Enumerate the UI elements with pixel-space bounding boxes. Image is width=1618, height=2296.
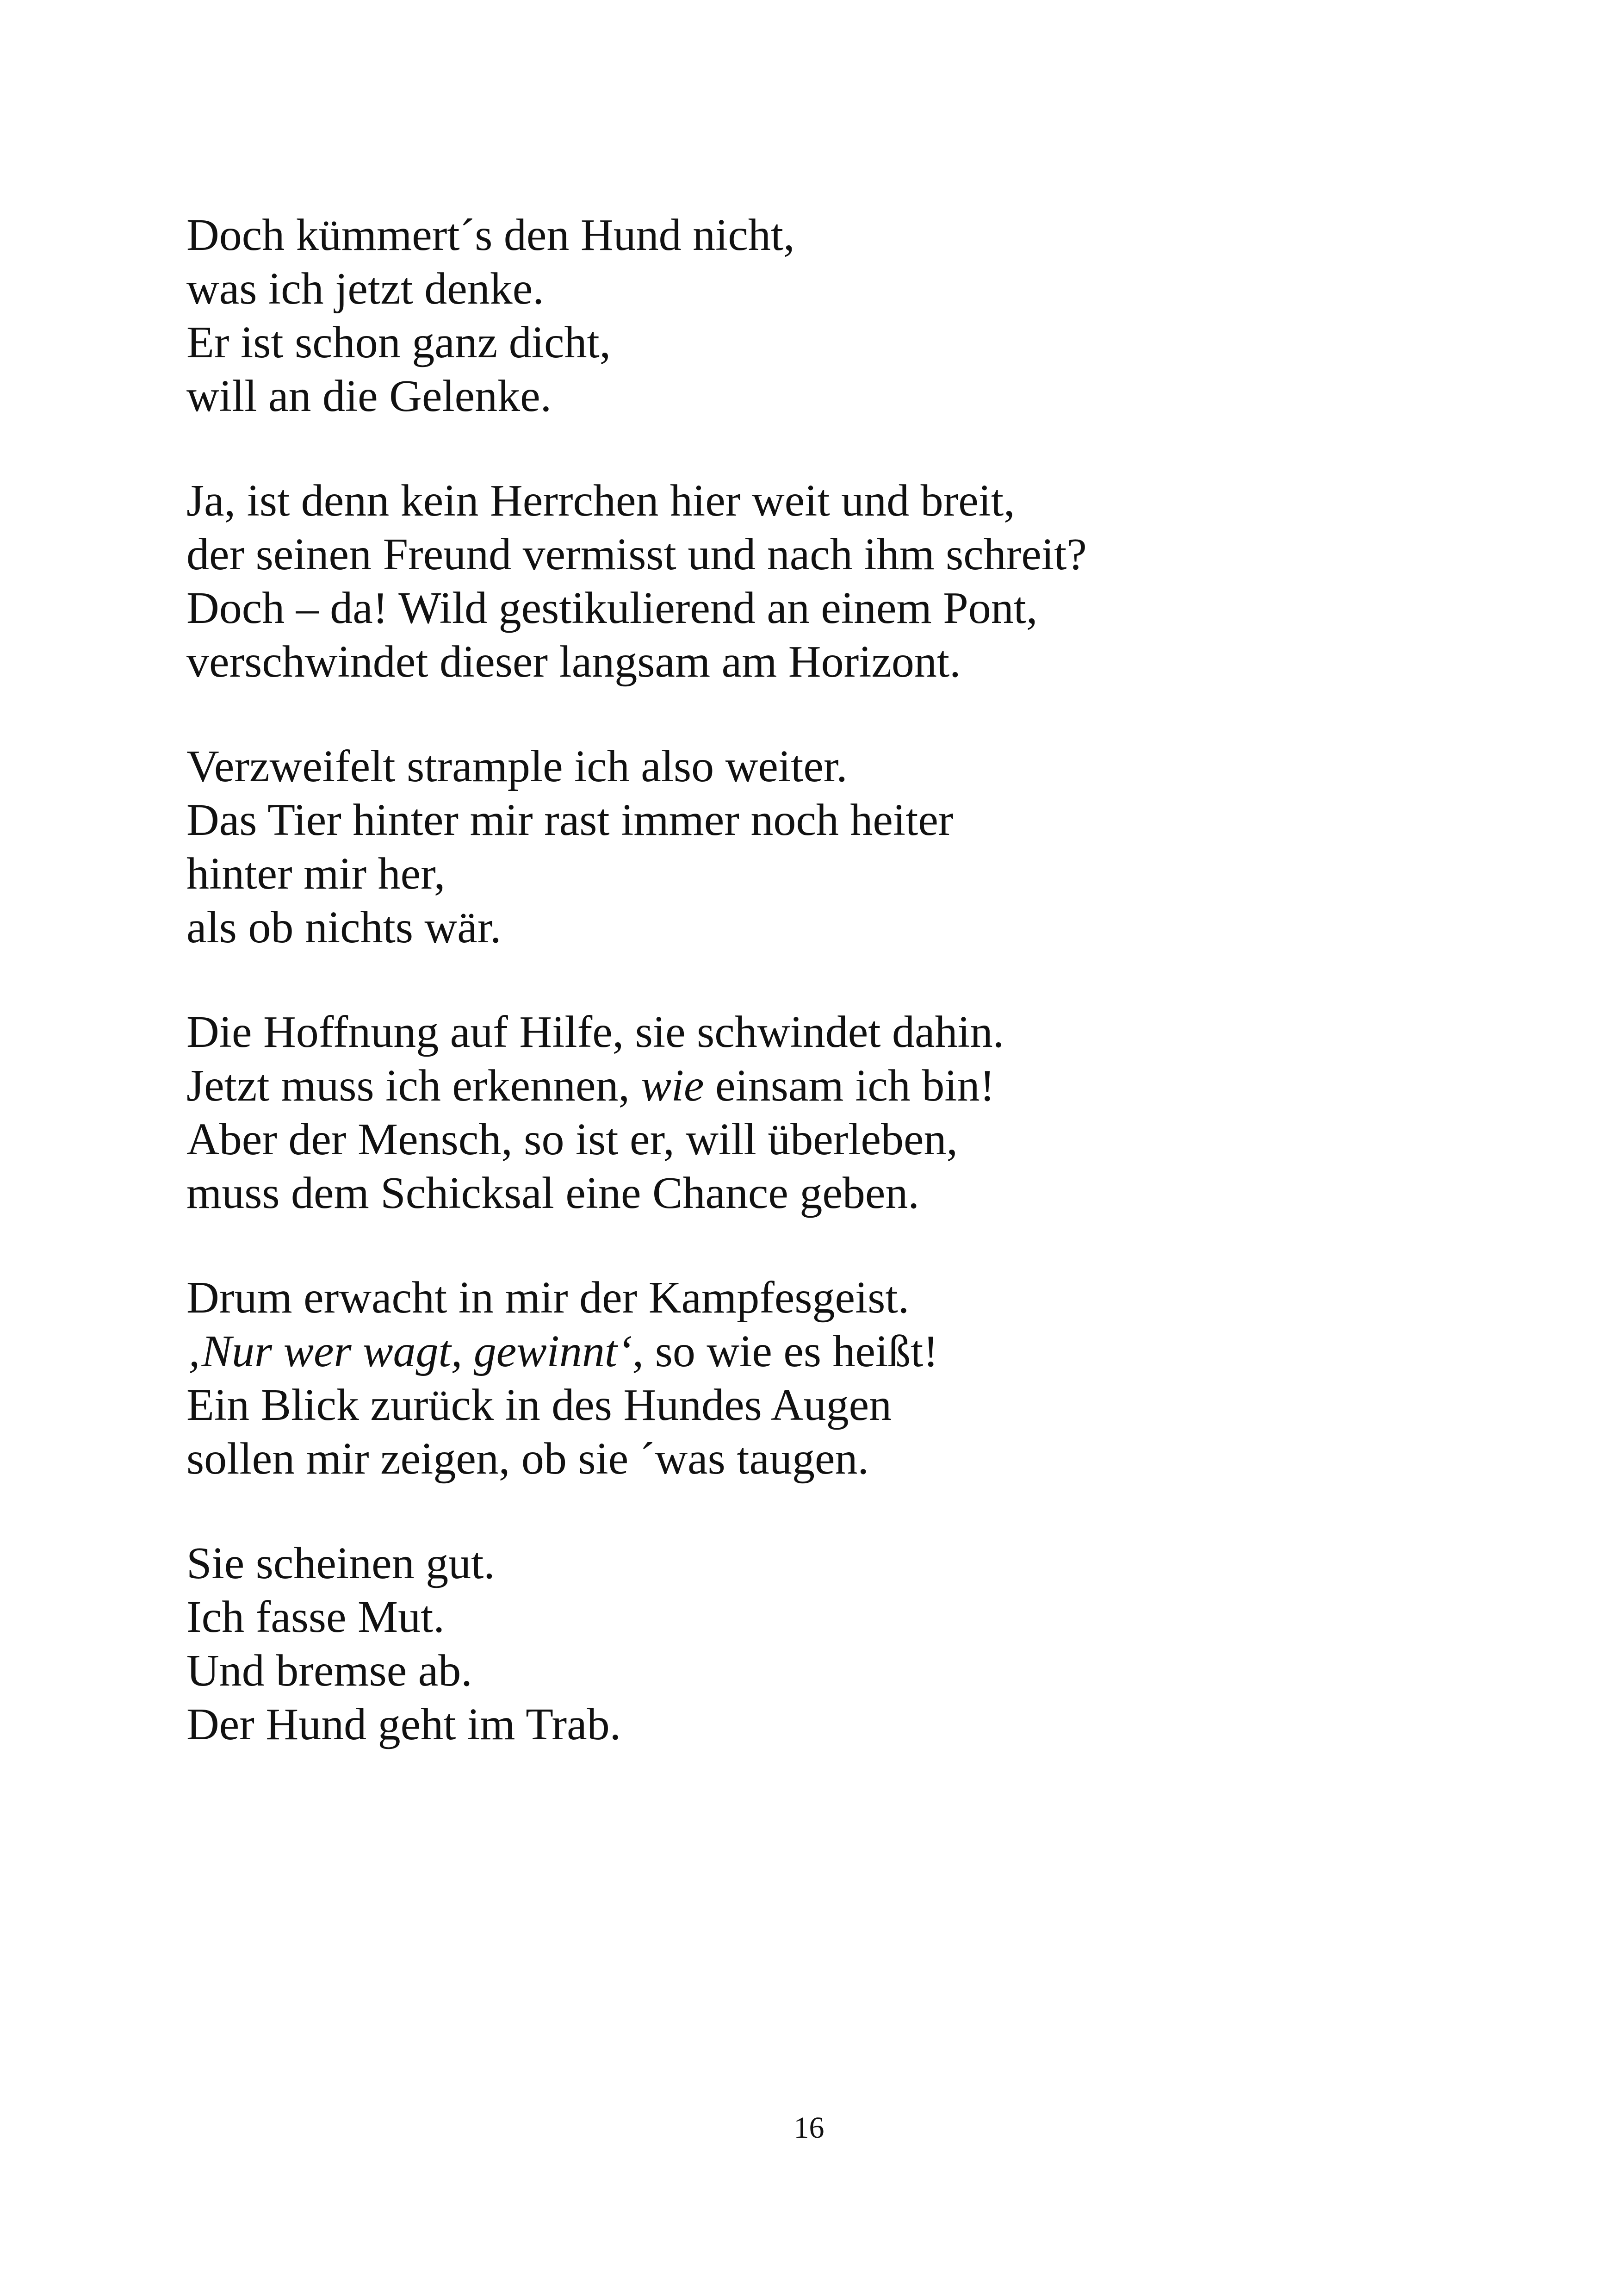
stanza-4: [186, 1005, 1528, 1220]
poem-line: Doch – da! Wild gestikulierend an einem Pont,: [186, 583, 1038, 633]
poem-line: Und bremse ab.: [186, 1646, 472, 1696]
poem-line: [186, 1059, 1528, 1113]
poem-line: als ob nichts wär.: [186, 902, 502, 952]
poem-line: [186, 1325, 1528, 1378]
poem-line: hinter mir her,: [186, 849, 446, 899]
poem-line: Doch kümmert´s den Hund nicht,: [186, 210, 795, 260]
poem-line: Das Tier hinter mir rast immer noch heiter: [186, 795, 954, 845]
line-text: einsam ich bin!: [704, 1061, 995, 1111]
poem-line: Ich fasse Mut.: [186, 1592, 445, 1642]
poem-line: der seinen Freund vermisst und nach ihm schreit?: [186, 529, 1087, 579]
line-text: so wie es heißt!: [644, 1326, 939, 1376]
poem-line: Ja, ist denn kein Herrchen hier weit und breit,: [186, 476, 1015, 526]
stanza-5: [186, 1271, 1528, 1486]
poem-line: Aber der Mensch, so ist er, will überleben,: [186, 1114, 958, 1164]
emphasized-word: wie: [641, 1061, 704, 1111]
poem-line: Er ist schon ganz dicht,: [186, 317, 611, 367]
poem-line: muss dem Schicksal eine Chance geben.: [186, 1168, 919, 1218]
poem-line: will an die Gelenke.: [186, 371, 552, 421]
stanza-3: [186, 740, 1528, 954]
poem-line: sollen mir zeigen, ob sie ´was taugen.: [186, 1434, 869, 1484]
poem-line: Sie scheinen gut.: [186, 1538, 495, 1588]
poem-line: was ich jetzt denke.: [186, 264, 544, 314]
poem-line: Verzweifelt strample ich also weiter.: [186, 741, 848, 791]
poem-line: Ein Blick zurück in des Hundes Augen: [186, 1380, 892, 1430]
page-number: 16: [794, 2111, 824, 2145]
stanza-2: [186, 474, 1528, 689]
poem-line: verschwindet dieser langsam am Horizont.: [186, 637, 961, 687]
poem-body: [186, 208, 1528, 1802]
emphasized-quote: ‚Nur wer wagt, gewinnt‘,: [186, 1326, 644, 1376]
line-text: Jetzt muss ich erkennen,: [186, 1061, 641, 1111]
stanza-6: [186, 1537, 1528, 1751]
poem-line: Drum erwacht in mir der Kampfesgeist.: [186, 1273, 910, 1323]
poem-line: Der Hund geht im Trab.: [186, 1699, 621, 1749]
stanza-1: [186, 208, 1528, 423]
poem-line: Die Hoffnung auf Hilfe, sie schwindet dahin.: [186, 1007, 1004, 1057]
